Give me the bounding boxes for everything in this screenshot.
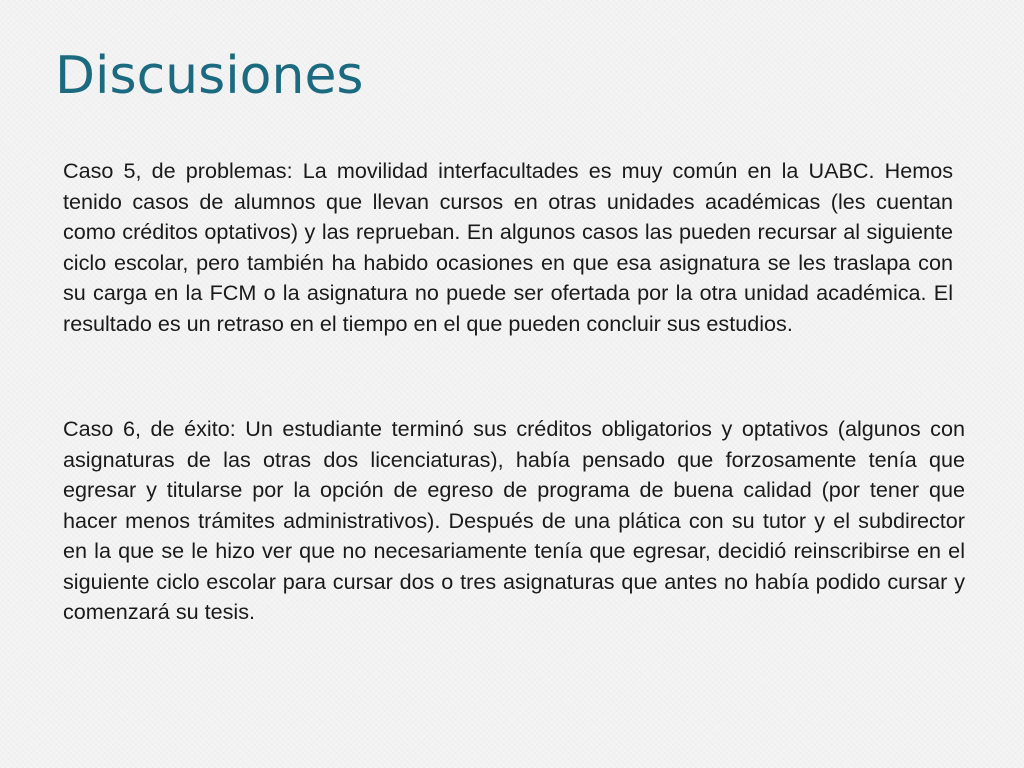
slide-title: Discusiones: [55, 46, 364, 106]
case-5-paragraph: Caso 5, de problemas: La movilidad interfacultades es muy común en la UABC. Hemos tenido casos de alumnos que llevan cursos en otras unidades académicas (les cuentan como créditos optativos) y las reprueban. En algunos casos las pueden recursar al siguiente ciclo escolar, pero también ha habido ocasiones en que esa asignatura se les traslapa con su carga en la FCM o la asignatura no puede ser ofertada por la otra unidad académica. El resultado es un retraso en el tiempo en el que pueden concluir sus estudios.: [63, 158, 953, 336]
case-6-paragraph: Caso 6, de éxito: Un estudiante terminó sus créditos obligatorios y optativos (algunos con asignaturas de las otras dos licenciaturas), había pensado que forzosamente tenía que egresar y titularse por la opción de egreso de programa de buena calidad (por tener que hacer menos trámites administrativos). Después de una plática con su tutor y el subdirector en la que se le hizo ver que no necesariamente tenía que egresar, decidió reinscribirse en el siguiente ciclo escolar para cursar dos o tres asignaturas que antes no había podido cursar y comenzará su tesis.: [63, 416, 965, 624]
